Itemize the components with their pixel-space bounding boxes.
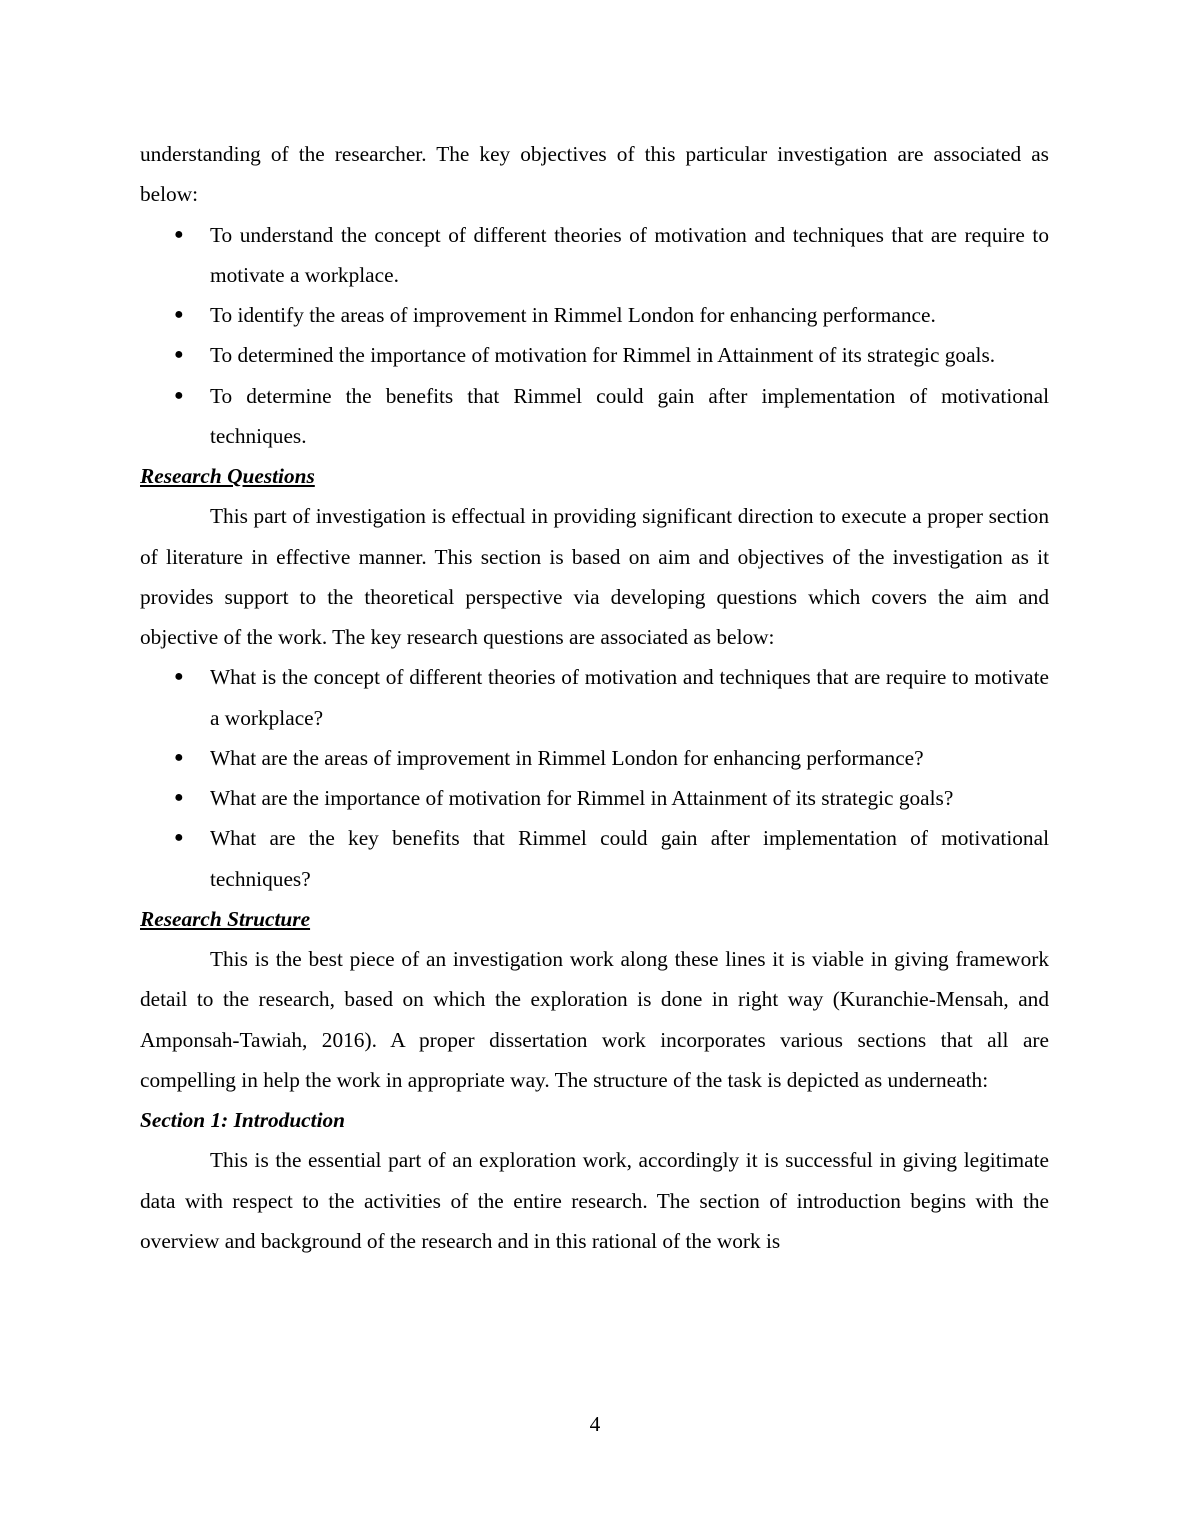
bullet-icon: ●	[174, 668, 184, 686]
objectives-list	[140, 215, 1049, 457]
page-number: 4	[589, 1412, 601, 1436]
bullet-icon: ●	[174, 748, 184, 766]
list-item: ● To identify the areas of improvement in Rimmel London for enhancing performance.	[140, 295, 1049, 335]
list-item: ● To determined the importance of motivation for Rimmel in Attainment of its strategic goals.	[140, 335, 1049, 375]
list-item: ● What are the areas of improvement in Rimmel London for enhancing performance?	[140, 738, 1049, 778]
intro-paragraph: understanding of the researcher. The key objectives of this particular investigation are associated as below:	[140, 142, 1049, 207]
list-item: ● What are the key benefits that Rimmel could gain after implementation of motivational techniques?	[140, 818, 1049, 899]
bullet-icon: ●	[174, 829, 184, 847]
research-questions-list	[140, 657, 1049, 899]
page-content	[140, 134, 1049, 1261]
list-item: ● What is the concept of different theories of motivation and techniques that are require to motivate a workplace?	[140, 657, 1049, 738]
research-questions-paragraph: This part of investigation is effectual in providing significant direction to execute a proper section of literature in effective manner. This section is based on aim and objectives of the investigation as it provides support to the theoretical perspective via developing questions which covers the aim and objective of the work. The key research questions are associated as below:	[140, 504, 1049, 649]
list-item: ● To determine the benefits that Rimmel could gain after implementation of motivational techniques.	[140, 376, 1049, 457]
research-structure-paragraph: This is the best piece of an investigation work along these lines it is viable in giving framework detail to the research, based on which the exploration is done in right way (Kuranchie-Mensah, and Amponsah-Tawiah, 2016). A proper dissertation work incorporates various sections that all are compelling in help the work in appropriate way. The structure of the task is depicted as underneath:	[140, 947, 1049, 1092]
research-questions-heading: Research Questions	[140, 464, 315, 488]
bullet-icon: ●	[174, 225, 184, 243]
bullet-icon: ●	[174, 386, 184, 404]
section1-heading: Section 1: Introduction	[140, 1108, 346, 1132]
section1-paragraph: This is the essential part of an exploration work, accordingly it is successful in giving legitimate data with respect to the activities of the entire research. The section of introduction begins with the overview and background of the research and in this rational of the work is	[140, 1148, 1049, 1253]
list-item: ● What are the importance of motivation for Rimmel in Attainment of its strategic goals?	[140, 778, 1049, 818]
research-structure-heading: Research Structure	[140, 906, 311, 931]
bullet-icon: ●	[174, 789, 184, 806]
bullet-icon: ●	[174, 346, 184, 364]
list-item: ● To understand the concept of different theories of motivation and techniques that are require to motivate a workplace.	[140, 215, 1049, 296]
bullet-icon: ●	[174, 306, 184, 323]
